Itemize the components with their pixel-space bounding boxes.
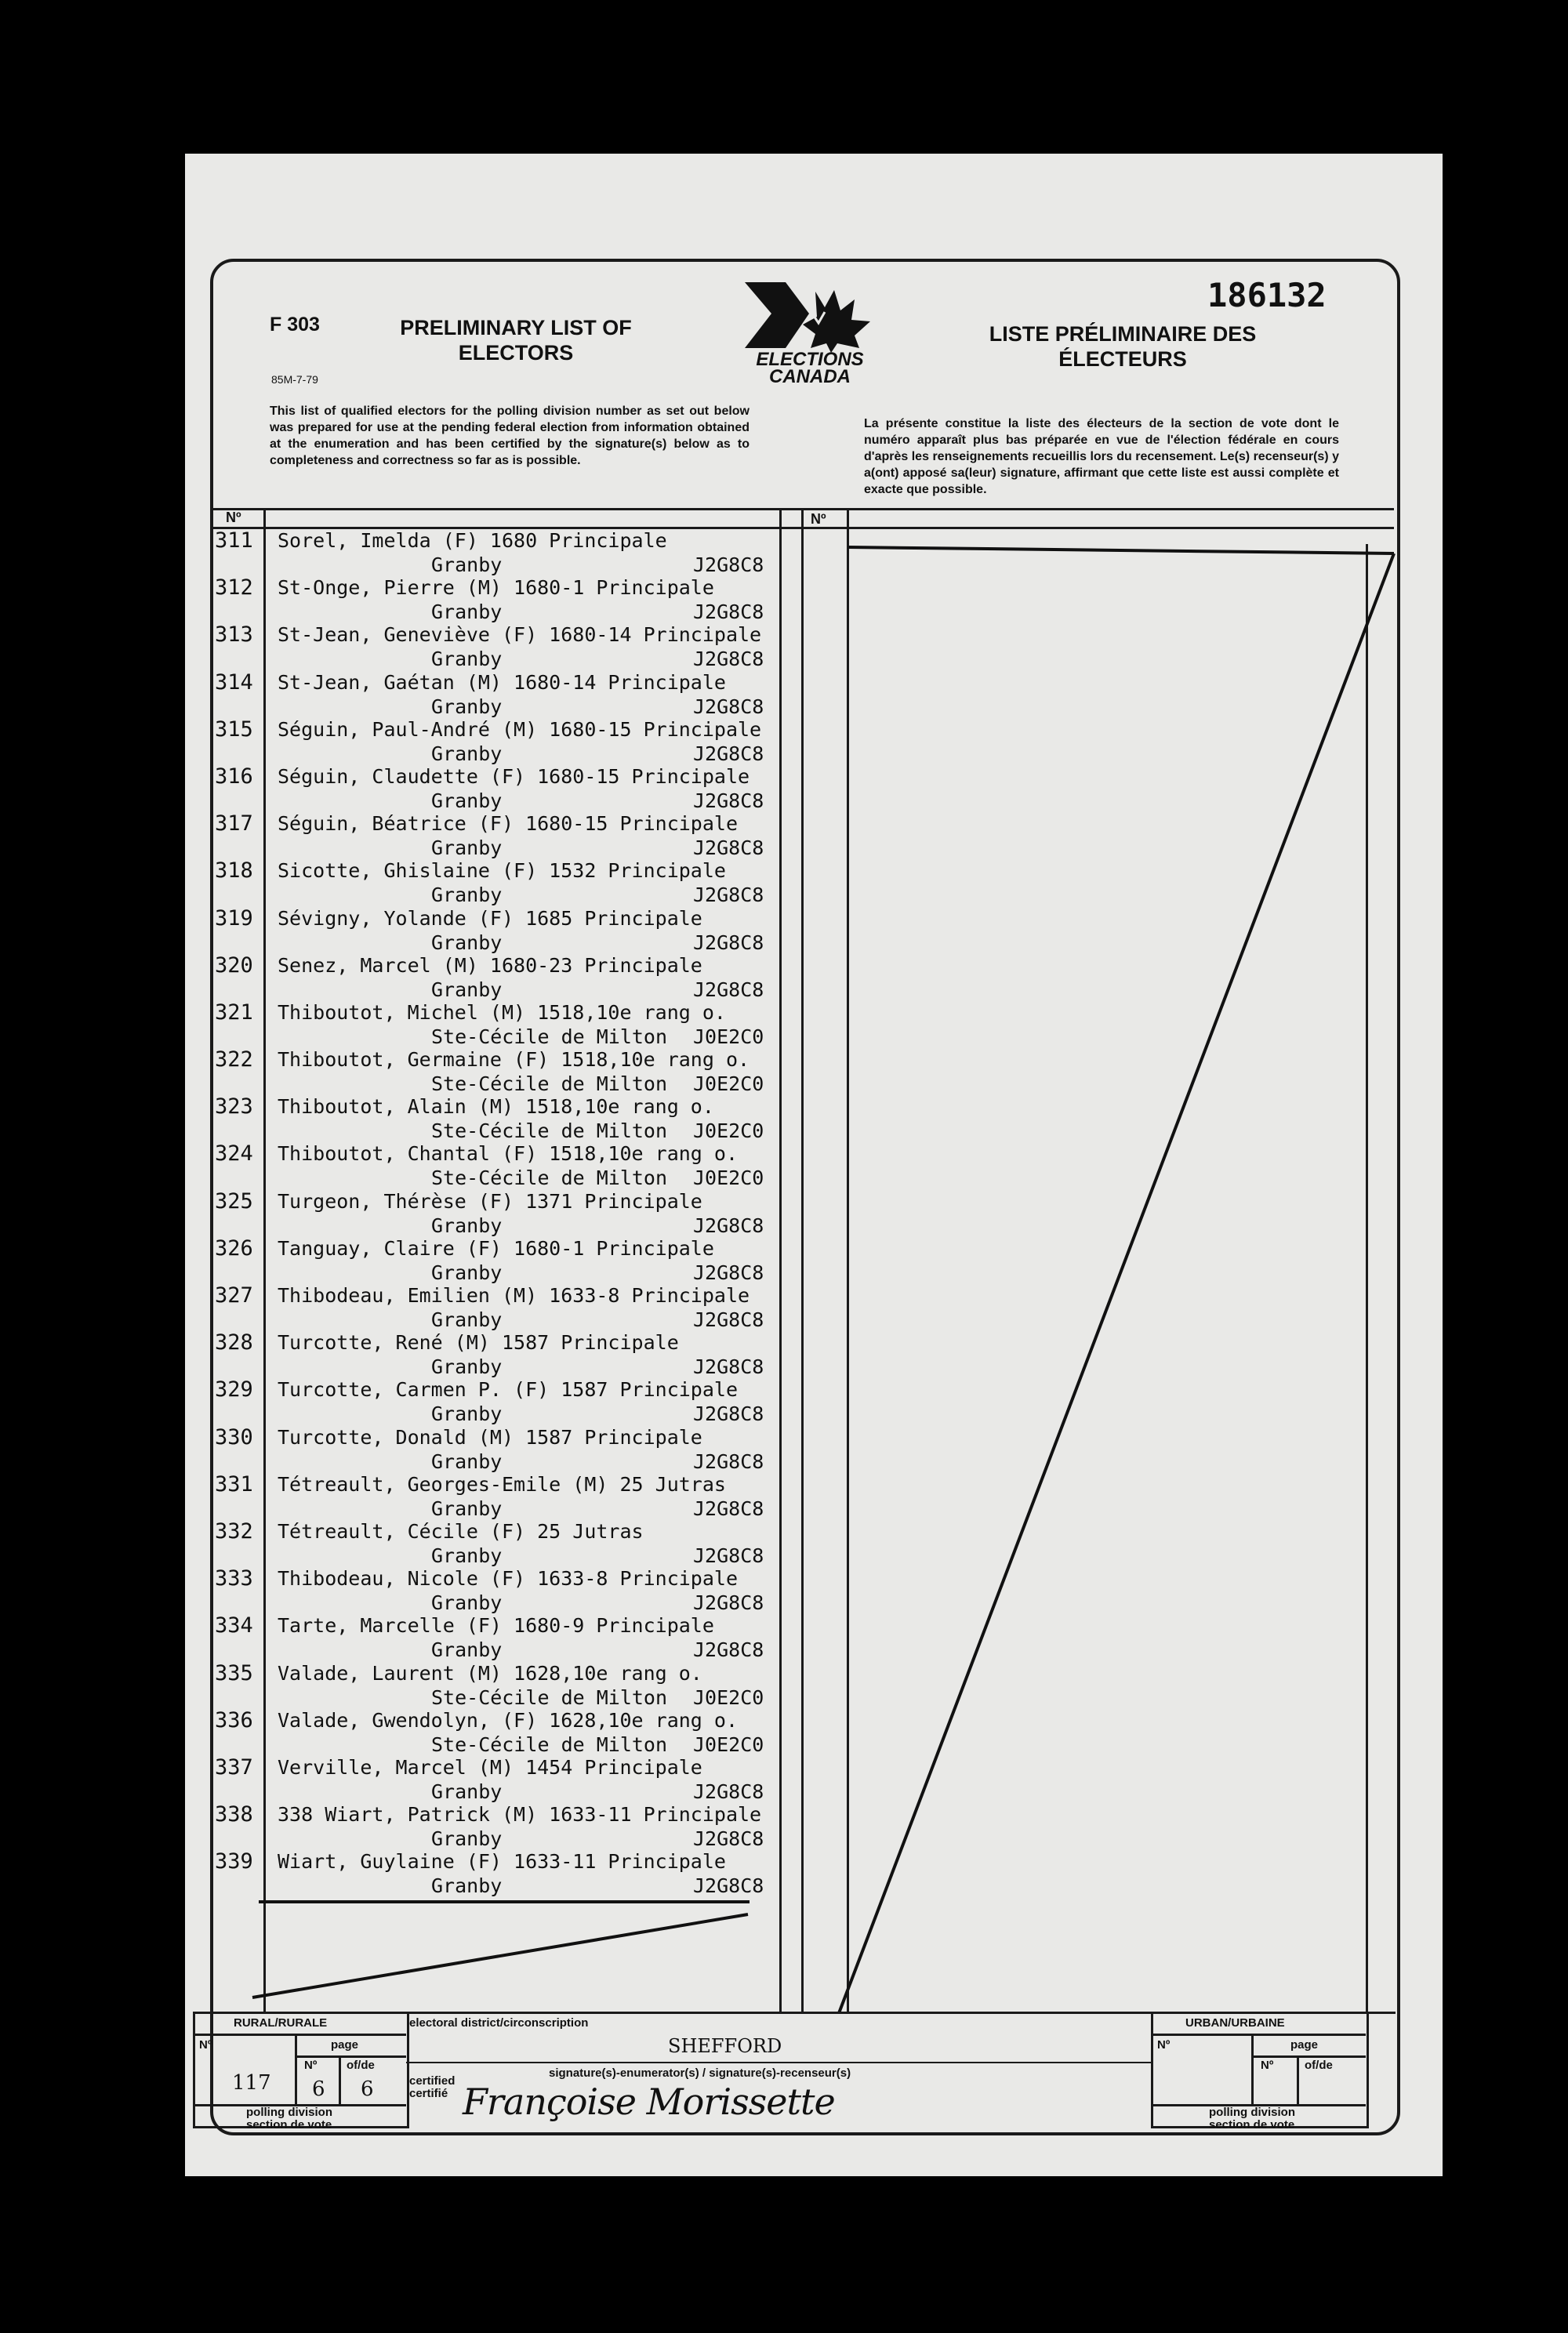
rural-divider <box>295 2034 297 2104</box>
urban-polling-label-line2: section de vote <box>1209 2118 1295 2132</box>
title-english-line1: PRELIMINARY LIST OF <box>400 316 632 339</box>
entry-name-address: Turcotte, René (M) 1587 Principale <box>278 1331 679 1355</box>
title-french-line2: ÉLECTEURS <box>1058 347 1187 371</box>
right-number-column-header: Nº <box>811 511 826 527</box>
entry-postal-code: J2G8C8 <box>693 1638 764 1662</box>
entry-name-address: Thibodeau, Emilien (M) 1633-8 Principale <box>278 1284 750 1307</box>
left-number-column-header: Nº <box>226 510 241 525</box>
entry-name-address: Séguin, Claudette (F) 1680-15 Principale <box>278 764 750 788</box>
entry-postal-code: J0E2C0 <box>693 1025 764 1048</box>
entry-name-address: Turcotte, Carmen P. (F) 1587 Principale <box>278 1378 738 1402</box>
entry-name-address: Tanguay, Claire (F) 1680-1 Principale <box>278 1236 714 1260</box>
entry-name-address: Verville, Marcel (M) 1454 Principale <box>278 1755 702 1779</box>
rural-label: RURAL/RURALE <box>234 2016 328 2030</box>
district-label: electoral district/circonscription <box>409 2016 589 2030</box>
form-number: F 303 <box>270 314 320 336</box>
entry-postal-code: J2G8C8 <box>693 1402 764 1426</box>
entry-number: 331 <box>215 1471 253 1497</box>
polling-division-number: 117 <box>232 2071 271 2095</box>
entry-number: 334 <box>215 1613 253 1638</box>
entry-name-address: Senez, Marcel (M) 1680-23 Principale <box>278 953 702 977</box>
entry-municipality: Granby <box>431 600 503 624</box>
entry-postal-code: J2G8C8 <box>693 789 764 812</box>
entry-municipality: Granby <box>431 1638 503 1662</box>
entry-municipality: Ste-Cécile de Milton <box>431 1685 668 1709</box>
entry-municipality: Granby <box>431 883 503 907</box>
urban-label: URBAN/URBAINE <box>1185 2016 1285 2030</box>
entry-number: 339 <box>215 1849 253 1874</box>
district-rule <box>406 2062 1151 2063</box>
entry-name-address: Valade, Laurent (M) 1628,10e rang o. <box>278 1661 702 1685</box>
entry-number: 335 <box>215 1660 253 1685</box>
page-total: 6 <box>361 2077 374 2101</box>
certification-french: La présente constitue la liste des électeurs de la section de vote dont le numéro apparaît plus bas préparée en vue de l'élection fédérale en cours d'après les renseignements recueillis lors du recensement. Le(s) recenseur(s) y a(ont) apposé sa(leur) signature, affirmant que cette liste est aussi complète et exacte que possible. <box>864 417 1339 496</box>
entry-municipality: Ste-Cécile de Milton <box>431 1119 668 1143</box>
entry-number: 317 <box>215 811 253 836</box>
urban-page-rule <box>1251 2055 1366 2058</box>
entry-municipality: Granby <box>431 1874 503 1898</box>
entry-number: 327 <box>215 1283 253 1308</box>
entry-number: 330 <box>215 1424 253 1450</box>
entry-postal-code: J2G8C8 <box>693 1874 764 1898</box>
entry-postal-code: J0E2C0 <box>693 1166 764 1190</box>
form-code: 85M-7-79 <box>271 373 318 386</box>
entry-name-address: St-Onge, Pierre (M) 1680-1 Principale <box>278 576 714 600</box>
entry-number: 328 <box>215 1330 253 1355</box>
entry-number: 320 <box>215 952 253 978</box>
entry-municipality: Granby <box>431 1591 503 1615</box>
entry-number: 326 <box>215 1235 253 1261</box>
entry-municipality: Ste-Cécile de Milton <box>431 1025 668 1048</box>
enumerator-signature: Françoise Morissette <box>463 2081 835 2123</box>
entry-name-address: Turcotte, Donald (M) 1587 Principale <box>278 1425 702 1449</box>
rural-page-rule <box>295 2055 406 2058</box>
entry-name-address: Sévigny, Yolande (F) 1685 Principale <box>278 906 702 930</box>
entry-postal-code: J2G8C8 <box>693 742 764 765</box>
urban-page-no-label: Nº <box>1261 2059 1274 2072</box>
urban-divider <box>1251 2034 1254 2104</box>
entry-postal-code: J2G8C8 <box>693 695 764 718</box>
entry-number: 332 <box>215 1518 253 1544</box>
entry-postal-code: J2G8C8 <box>693 931 764 954</box>
entry-postal-code: J2G8C8 <box>693 978 764 1001</box>
entry-postal-code: J0E2C0 <box>693 1119 764 1143</box>
rural-page-no-label: Nº <box>304 2059 318 2072</box>
entry-postal-code: J2G8C8 <box>693 553 764 576</box>
entry-name-address: Wiart, Guylaine (F) 1633-11 Principale <box>278 1850 726 1874</box>
logo-text-line1: ELECTIONS <box>756 349 864 370</box>
title-french-line1: LISTE PRÉLIMINAIRE DES <box>989 322 1257 346</box>
left-strike-diagonal <box>252 1914 748 1997</box>
entry-municipality: Granby <box>431 1544 503 1567</box>
district-value: SHEFFORD <box>668 2035 782 2057</box>
entry-name-address: St-Jean, Geneviève (F) 1680-14 Principale <box>278 623 762 647</box>
urban-page-divider <box>1297 2055 1299 2104</box>
entry-name-address: Tétreault, Cécile (F) 25 Jutras <box>278 1519 644 1543</box>
certified-label-line2: certifié <box>409 2087 448 2100</box>
entry-number: 324 <box>215 1141 253 1166</box>
entry-postal-code: J2G8C8 <box>693 836 764 860</box>
rural-polling-label-line2: section de vote <box>246 2118 332 2132</box>
urban-no-label: Nº <box>1157 2038 1171 2052</box>
entry-number: 323 <box>215 1094 253 1119</box>
title-english-line2: ELECTORS <box>458 341 574 365</box>
entry-postal-code: J2G8C8 <box>693 1261 764 1284</box>
entry-name-address: 338 Wiart, Patrick (M) 1633-11 Principale <box>278 1803 762 1827</box>
entry-postal-code: J0E2C0 <box>693 1685 764 1709</box>
entry-municipality: Granby <box>431 553 503 576</box>
entry-number: 333 <box>215 1566 253 1591</box>
entry-number: 315 <box>215 717 253 742</box>
urban-of-label: of/de <box>1305 2059 1333 2072</box>
page-number: 6 <box>312 2077 325 2101</box>
urban-page-label: page <box>1290 2038 1319 2052</box>
entry-municipality: Granby <box>431 1780 503 1803</box>
entry-name-address: Sorel, Imelda (F) 1680 Principale <box>278 529 667 552</box>
rural-page-label: page <box>331 2038 359 2052</box>
entry-municipality: Granby <box>431 1261 503 1284</box>
entry-name-address: Thiboutot, Germaine (F) 1518,10e rang o. <box>278 1048 750 1072</box>
entry-municipality: Ste-Cécile de Milton <box>431 1072 668 1096</box>
entry-postal-code: J2G8C8 <box>693 1214 764 1237</box>
entry-name-address: Thiboutot, Chantal (F) 1518,10e rang o. <box>278 1142 738 1166</box>
entry-municipality: Granby <box>431 1308 503 1331</box>
entry-postal-code: J2G8C8 <box>693 1780 764 1803</box>
entry-municipality: Granby <box>431 789 503 812</box>
entry-municipality: Granby <box>431 931 503 954</box>
entry-postal-code: J2G8C8 <box>693 1827 764 1851</box>
certification-english: This list of qualified electors for the polling division number as set out below was prepared for use at the pending federal election from information obtained at the enumeration and has been certified by the signature(s) below as to completeness and correctness so far as is possible. <box>270 405 750 467</box>
entry-postal-code: J0E2C0 <box>693 1733 764 1756</box>
entry-number: 329 <box>215 1377 253 1402</box>
entry-municipality: Granby <box>431 1355 503 1379</box>
entry-number: 337 <box>215 1754 253 1780</box>
entry-municipality: Granby <box>431 836 503 860</box>
entry-name-address: St-Jean, Gaétan (M) 1680-14 Principale <box>278 670 726 694</box>
entry-municipality: Granby <box>431 1214 503 1237</box>
entry-municipality: Granby <box>431 1450 503 1473</box>
entry-name-address: Turgeon, Thérèse (F) 1371 Principale <box>278 1189 702 1213</box>
entry-name-address: Thibodeau, Nicole (F) 1633-8 Principale <box>278 1567 738 1591</box>
entry-municipality: Granby <box>431 1402 503 1426</box>
logo-text-line2: CANADA <box>769 366 851 387</box>
rural-label-rule <box>193 2034 406 2036</box>
entry-number: 313 <box>215 622 253 648</box>
rural-page-divider <box>339 2055 341 2104</box>
rural-of-label: of/de <box>347 2059 375 2072</box>
entry-number: 336 <box>215 1707 253 1733</box>
entry-number: 319 <box>215 905 253 931</box>
entry-postal-code: J2G8C8 <box>693 1497 764 1520</box>
entry-municipality: Granby <box>431 742 503 765</box>
entry-postal-code: J2G8C8 <box>693 648 764 671</box>
entry-number: 325 <box>215 1188 253 1214</box>
entry-postal-code: J2G8C8 <box>693 1355 764 1379</box>
entry-name-address: Séguin, Béatrice (F) 1680-15 Principale <box>278 812 738 836</box>
entry-name-address: Thiboutot, Alain (M) 1518,10e rang o. <box>278 1095 714 1119</box>
entry-postal-code: J2G8C8 <box>693 1308 764 1331</box>
entry-municipality: Granby <box>431 978 503 1001</box>
entry-postal-code: J2G8C8 <box>693 600 764 624</box>
entry-postal-code: J2G8C8 <box>693 1591 764 1615</box>
entry-number: 312 <box>215 575 253 600</box>
certified-label-line1: certified <box>409 2074 456 2088</box>
entry-postal-code: J2G8C8 <box>693 1544 764 1567</box>
entry-name-address: Séguin, Paul-André (M) 1680-15 Principale <box>278 717 762 741</box>
entry-municipality: Granby <box>431 1827 503 1851</box>
entry-number: 314 <box>215 669 253 695</box>
entry-postal-code: J2G8C8 <box>693 1450 764 1473</box>
rural-no-label: Nº <box>199 2038 212 2052</box>
entry-number: 316 <box>215 764 253 789</box>
entry-name-address: Valade, Gwendolyn, (F) 1628,10e rang o. <box>278 1708 738 1732</box>
entry-municipality: Granby <box>431 695 503 718</box>
entry-name-address: Tarte, Marcelle (F) 1680-9 Principale <box>278 1614 714 1638</box>
signature-label: signature(s)-enumerator(s) / signature(s)-recenseur(s) <box>549 2066 851 2080</box>
entry-name-address: Thiboutot, Michel (M) 1518,10e rang o. <box>278 1000 726 1024</box>
entry-municipality: Ste-Cécile de Milton <box>431 1733 668 1756</box>
entry-number: 322 <box>215 1047 253 1072</box>
entry-number: 338 <box>215 1802 253 1827</box>
right-top-rule <box>848 547 1394 553</box>
entry-name-address: Tétreault, Georges-Emile (M) 25 Jutras <box>278 1472 726 1496</box>
urban-polling-label-line1: polling division <box>1209 2106 1295 2119</box>
entry-name-address: Sicotte, Ghislaine (F) 1532 Principale <box>278 859 726 883</box>
right-strike-diagonal <box>839 553 1394 2013</box>
entry-municipality: Granby <box>431 1497 503 1520</box>
entry-municipality: Granby <box>431 648 503 671</box>
serial-number: 186132 <box>1207 276 1327 314</box>
entry-number: 311 <box>215 528 253 553</box>
entry-municipality: Ste-Cécile de Milton <box>431 1166 668 1190</box>
entry-number: 321 <box>215 1000 253 1025</box>
entry-number: 318 <box>215 858 253 883</box>
rural-polling-label-line1: polling division <box>246 2106 332 2119</box>
entry-postal-code: J0E2C0 <box>693 1072 764 1096</box>
urban-label-rule <box>1151 2034 1366 2036</box>
entry-postal-code: J2G8C8 <box>693 883 764 907</box>
